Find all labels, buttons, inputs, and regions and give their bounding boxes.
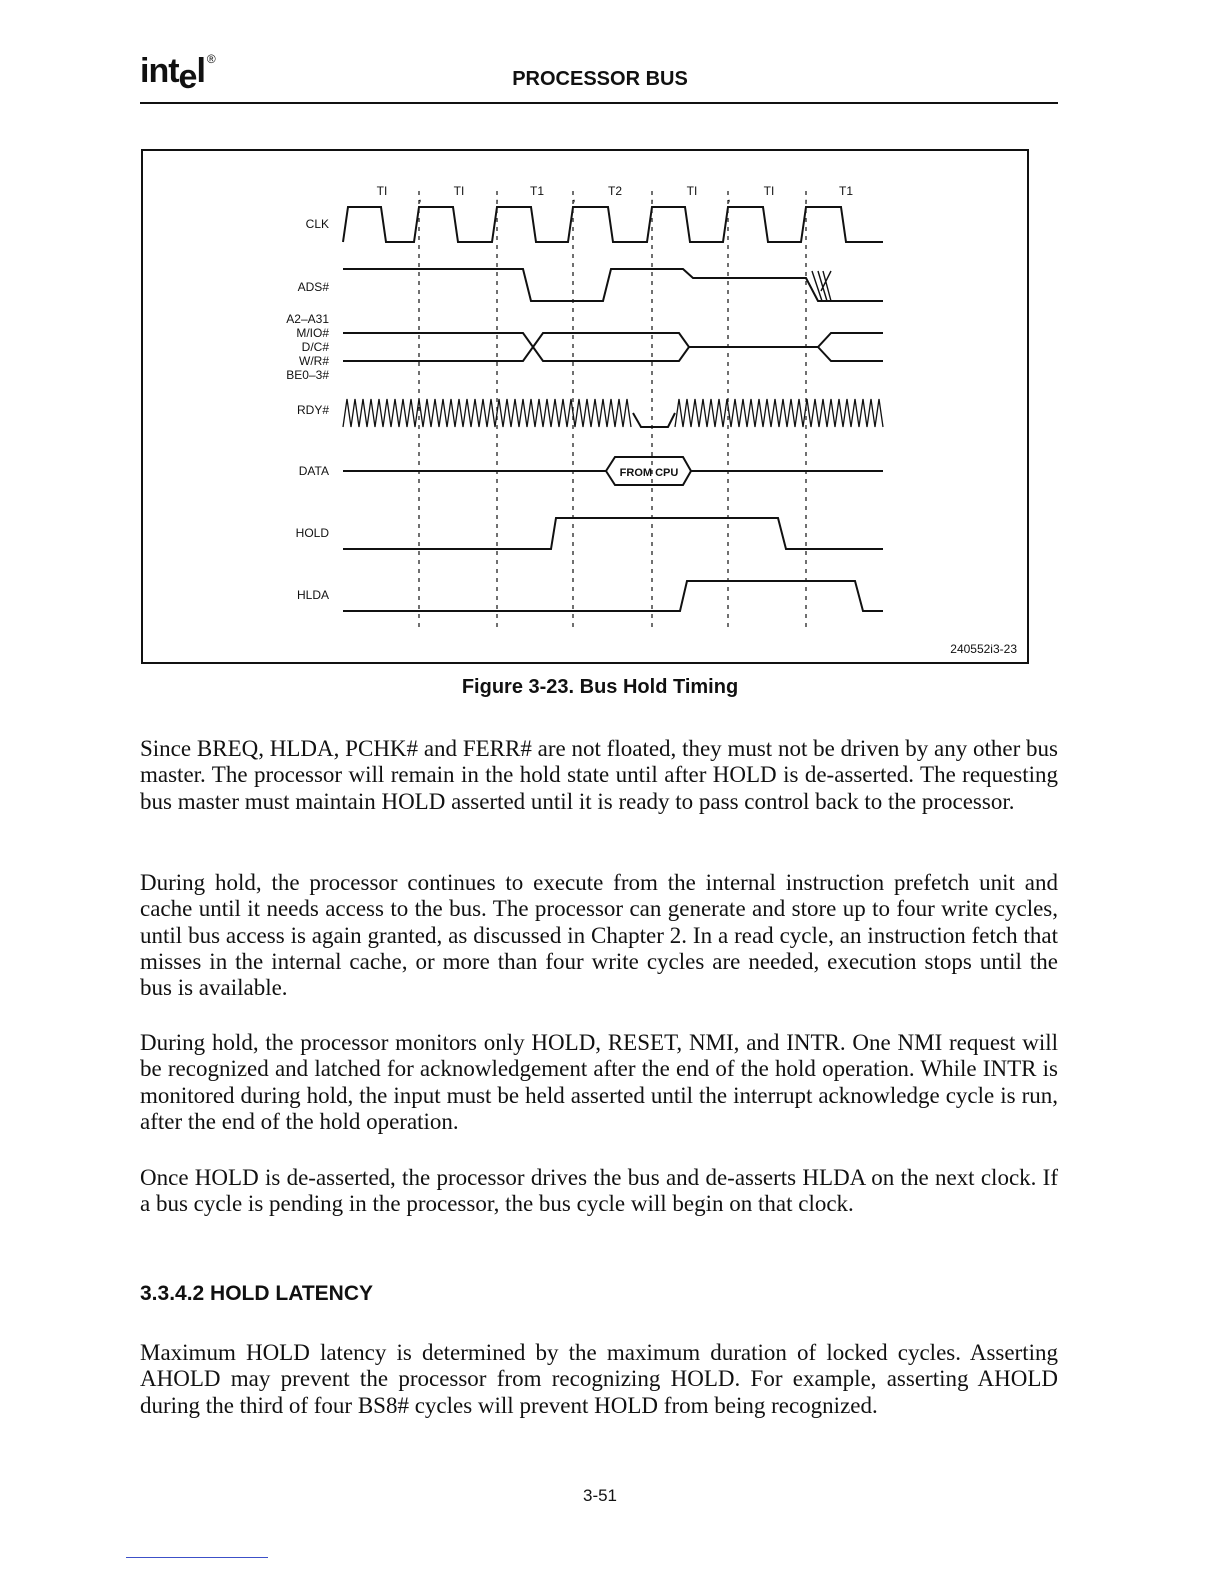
signal-label-dc: D/C# [301, 340, 329, 354]
running-header-title: PROCESSOR BUS [512, 68, 688, 90]
clock-label: T1 [529, 184, 545, 198]
signal-label-data: DATA [298, 464, 329, 478]
address-bus-waveform [343, 333, 883, 361]
paragraph-4: Once HOLD is de-asserted, the processor drives the bus and de-asserts HLDA on the next clock. If a bus cycle is pending in the processor, the bus cycle will begin on that clock. [140, 1165, 1058, 1217]
rdy-waveform-segment [675, 399, 883, 427]
clock-label: T2 [607, 184, 623, 198]
footer-line [126, 1557, 268, 1558]
intel-logo: intel ® [140, 52, 215, 96]
clk-waveform [343, 207, 883, 242]
rdy-active-low [633, 413, 675, 427]
signal-label-rdy: RDY# [296, 403, 329, 417]
hlda-waveform [343, 581, 883, 611]
paragraph-2: During hold, the processor continues to execute from the internal instruction prefetch unit and cache until it needs access to the bus. The processor can generate and store up to four write cycles, until bus access is again granted, as discussed in Chapter 2. In a read cycle, an instruction fetch that misses in the internal cache, or more than four write cycles are needed, execution stops until the bus is available. [140, 870, 1058, 1001]
svg-text:,: , [572, 190, 576, 204]
clock-label: TI [763, 184, 775, 198]
paragraph-3: During hold, the processor monitors only HOLD, RESET, NMI, and INTR. One NMI request will be recognized and latched for acknowledgement after the end of the hold operation. While INTR is monitored during hold, the input must be held asserted until the interrupt acknowledge cycle is run, after the end of the hold operation. [140, 1030, 1058, 1134]
bus-hold-timing-figure [141, 149, 1029, 664]
section-heading: 3.3.4.2 HOLD LATENCY [140, 1282, 373, 1305]
ads-cross-hatch [806, 271, 831, 301]
data-box-label: FROM CPU [619, 467, 679, 479]
signal-label-mio: M/IO# [296, 326, 329, 340]
ads-waveform [343, 269, 883, 301]
svg-text:,: , [727, 190, 731, 204]
clock-label: TI [686, 184, 698, 198]
clock-label: TI [376, 184, 388, 198]
data-waveform [343, 457, 883, 485]
signal-label-hlda: HLDA [296, 588, 329, 602]
figure-caption: Figure 3-23. Bus Hold Timing [461, 676, 739, 698]
signal-label-hold: HOLD [295, 526, 329, 540]
page-number: 3-51 [582, 1486, 618, 1505]
paragraph-1: Since BREQ, HLDA, PCHK# and FERR# are not floated, they must not be driven by any other bus master. The processor will remain in the hold state until after HOLD is de-asserted. The requesting bus master must maintain HOLD asserted until it is ready to pass control back to the processor. [140, 736, 1058, 814]
signal-label-clk: CLK [305, 217, 329, 231]
rdy-waveform[interactable] [343, 399, 631, 427]
signal-label-be: BE0–3# [286, 368, 329, 382]
clock-label: T1 [838, 184, 854, 198]
svg-text:,: , [495, 190, 499, 204]
timing-diagram [143, 151, 1027, 662]
signal-label-wr: W/R# [299, 354, 329, 368]
signal-label-ads: ADS# [297, 280, 329, 294]
svg-text:,: , [418, 190, 422, 204]
svg-text:,: , [650, 190, 654, 204]
svg-text:,: , [804, 190, 808, 204]
hold-waveform [343, 518, 883, 549]
section-paragraph: Maximum HOLD latency is determined by the maximum duration of locked cycles. Asserting AHOLD may prevent the processor from recognizing HOLD. For example, asserting AHOLD during the third of four BS8# cycles will prevent HOLD from being recognized. [140, 1340, 1058, 1418]
figure-id: 240552i3-23 [950, 642, 1017, 656]
header-divider [140, 102, 1058, 104]
signal-label-addr: A2–A31 [286, 312, 329, 326]
clock-label: TI [453, 184, 465, 198]
